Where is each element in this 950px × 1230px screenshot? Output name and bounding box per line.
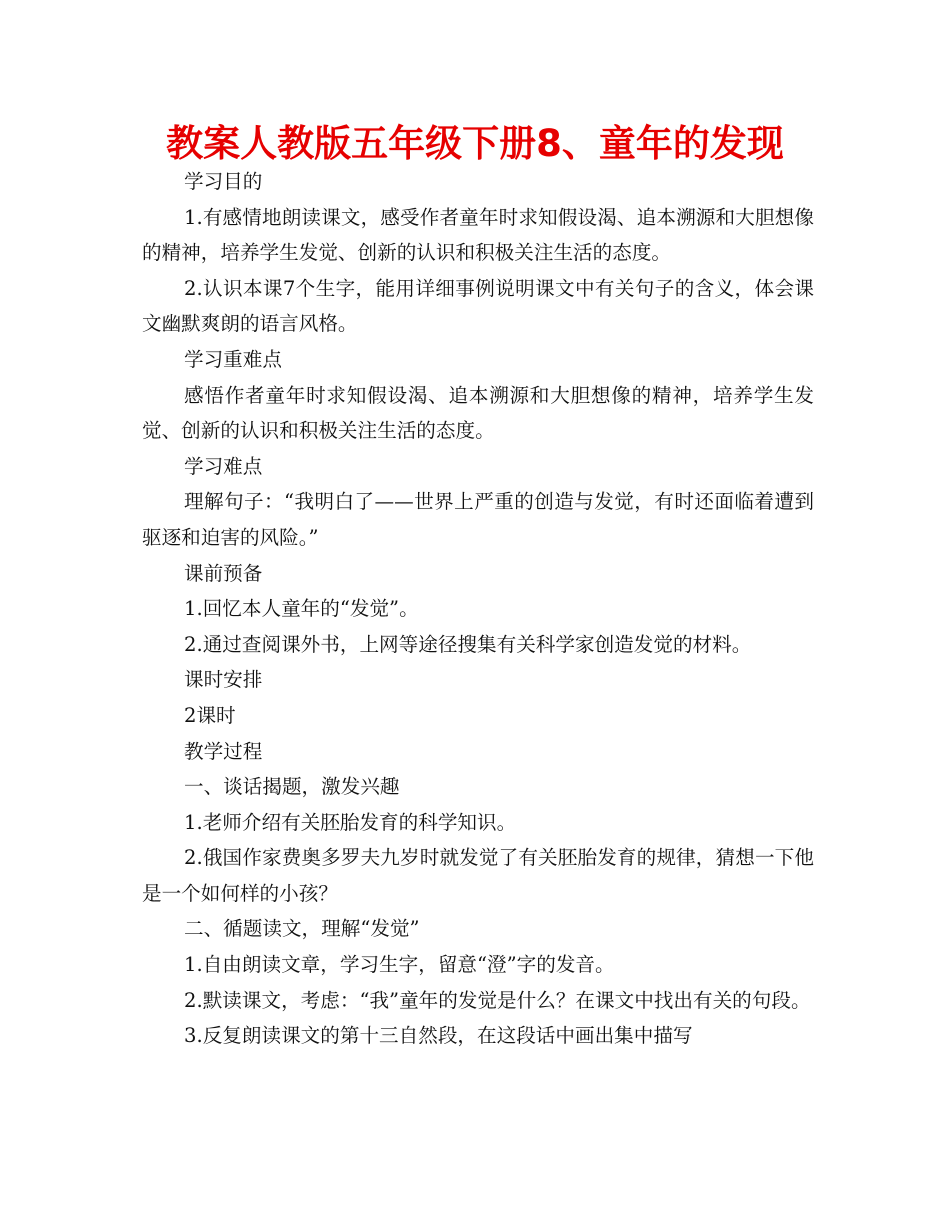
paragraph: 2.默读课文，考虑：“我”童年的发觉是什么？在课文中找出有关的句段。 — [184, 988, 811, 1012]
section-heading-key-points: 学习重难点 — [184, 347, 282, 371]
paragraph: 1.有感情地朗读课文，感受作者童年时求知假设渴、追本溯源和大胆想像的精神，培养学生发觉、创新的认识和积极关注生活的态度。 — [142, 205, 814, 265]
subsection-heading: 二、循题读文，理解“发觉” — [184, 917, 420, 941]
paragraph: 2.俄国作家费奥多罗夫九岁时就发觉了有关胚胎发育的规律，猜想一下他是一个如何样的小孩？ — [142, 846, 814, 905]
section-heading-schedule: 课时安排 — [184, 668, 263, 692]
paragraph: 1.老师介绍有关胚胎发育的科学知识。 — [184, 810, 517, 834]
section-heading-teaching-process: 教学过程 — [184, 739, 263, 763]
paragraph: 1.自由朗读文章，学习生字，留意“澄”字的发音。 — [184, 953, 615, 977]
section-heading-learning-goals: 学习目的 — [184, 170, 263, 193]
paragraph: 1.回忆本人童年的“发觉”。 — [184, 597, 419, 621]
paragraph: 2课时 — [184, 703, 236, 727]
paragraph: 理解句子：“我明白了——世界上严重的创造与发觉，有时还面临着遭到驱逐和迫害的风险。” — [142, 490, 814, 549]
document-body — [142, 164, 814, 1054]
paragraph: 2.认识本课7个生字，能用详细事例说明课文中有关句子的含义，体会课文幽默爽朗的语言风格。 — [142, 276, 814, 336]
paragraph: 2.通过查阅课外书，上网等途径搜集有关科学家创造发觉的材料。 — [184, 632, 752, 656]
document-title: 教案人教版五年级下册8、童年的发现 — [166, 122, 784, 165]
subsection-heading: 一、谈话揭题，激发兴趣 — [184, 775, 400, 799]
paragraph: 3.反复朗读课文的第十三自然段，在这段话中画出集中描写 — [184, 1024, 693, 1048]
paragraph: 感悟作者童年时求知假设渴、追本溯源和大胆想像的精神，培养学生发觉、创新的认识和积极关注生活的态度。 — [142, 383, 814, 443]
section-heading-difficulties: 学习难点 — [184, 454, 263, 478]
section-heading-preparation: 课前预备 — [184, 561, 263, 585]
